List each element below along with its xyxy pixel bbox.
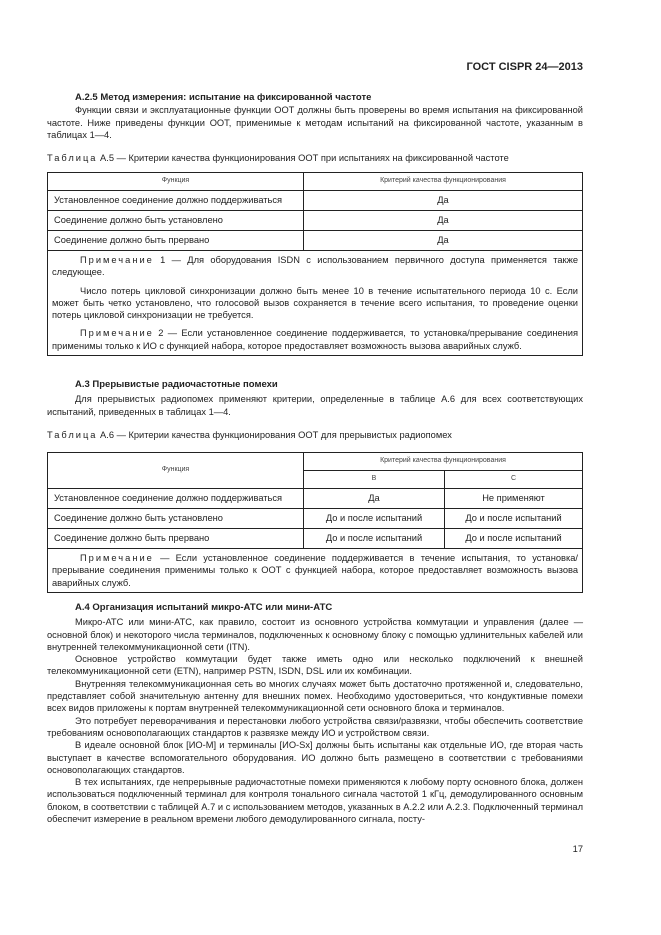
column-header: Критерий качества функционирования <box>304 173 583 191</box>
cell: Соединение должно быть установлено <box>48 211 304 231</box>
paragraph: Основное устройство коммутации будет также иметь одно или несколько подключений к внешней телекоммуникационной сети (ETN), например PSTN, ISDN, DSL или их комбинации. <box>47 654 583 677</box>
note <box>52 552 578 589</box>
table-a5-caption <box>47 152 583 164</box>
caption-prefix: Таблица <box>47 153 98 163</box>
cell: До и после испытаний <box>445 529 583 549</box>
table-row <box>48 529 583 549</box>
note-1 <box>52 254 578 279</box>
note-1-continuation: Число потерь цикловой синхронизации должно быть менее 10 в течение испытательного периода 10 с. Если может быть четко установлено, что голосовой вызов сохраняется в течение всего испытания, то проведение оценки потерь цикловой синхронизации не требуется. <box>52 285 578 321</box>
table-row <box>48 509 583 529</box>
section-a4 <box>47 602 583 825</box>
cell: Не применяют <box>445 489 583 509</box>
cell: Установленное соединение должно поддерживаться <box>48 489 304 509</box>
note-2 <box>52 327 578 352</box>
column-header-b: B <box>304 471 445 489</box>
paragraph: Внутренняя телекоммуникационная сеть во многих случаях может быть достаточно протяженной и, следовательно, представляет собой значительную антенну для внешних помех. Необходимо удостовериться, что кондуктивные помехи всех видов приложены к портам внутренней телекоммуникационной сети основного блока и терминалов. <box>47 678 583 714</box>
cell: Да <box>304 231 583 251</box>
cell: До и после испытаний <box>445 509 583 529</box>
cell: Да <box>304 211 583 231</box>
table-note-row <box>48 251 583 356</box>
note-label: Примечание <box>80 328 154 339</box>
table-row <box>48 191 583 211</box>
paragraph: В идеале основной блок [ИО-М] и терминалы [ИО-Sx] должны быть испытаны как отдельные ИО, где вторая часть выступает в качестве вспомогательного оборудования. ИО должно быть размещено в соответствии с требованиями основополагающих стандартов. <box>47 740 583 775</box>
caption-prefix: Таблица <box>47 430 98 440</box>
table-row <box>48 231 583 251</box>
section-a25 <box>47 92 583 141</box>
paragraph: Микро-АТС или мини-АТС, как правило, состоит из основного устройства коммутации и управления (далее — основной блок) и некоторого числа терминалов, подключенных к основному блоку с помощью удлинительных кабелей или внутренней телекоммуникационной сети (ITN). <box>47 617 583 652</box>
column-header: Критерий качества функционирования <box>304 453 583 471</box>
paragraph: В тех испытаниях, где непрерывные радиочастотные помехи применяются к любому порту основного блока, должен использоваться подключенный терминал для контроля тонального сигнала частотой 1 кГц, демодулированного основным блоком, в соответствии с таблицей А.7 и с использованием методов, указанных в А.2.2 или А.2.3. Подключенный терминал обеспечит измерение в реальном времени любого демодулированного сигнала, посту- <box>47 777 583 825</box>
page-number: 17 <box>572 844 583 854</box>
column-header-c: C <box>445 471 583 489</box>
column-header: Функция <box>48 173 304 191</box>
table-row <box>48 489 583 509</box>
table-note-row <box>48 549 583 593</box>
note-text: — Если установленное соединение поддерживается в течение испытания, то установка/прерывание соединения применимы только к ООТ с функцией набора, которое предоставляет возможность вызова аварийных служб. <box>52 553 578 588</box>
table-a6 <box>47 452 583 593</box>
cell: Да <box>304 489 445 509</box>
section-heading: А.2.5 Метод измерения: испытание на фиксированной частоте <box>75 92 372 103</box>
caption-text: А.5 — Критерии качества функционирования ООТ при испытаниях на фиксированной частоте <box>97 153 509 163</box>
cell: До и после испытаний <box>304 529 445 549</box>
table-header-row <box>48 173 583 191</box>
section-heading: А.3 Прерывистые радиочастотные помехи <box>75 379 278 390</box>
table-a5 <box>47 172 583 356</box>
note-label: Примечание <box>80 553 154 563</box>
section-a3 <box>47 379 583 418</box>
note-label: Примечание <box>80 255 154 265</box>
document-code: ГОСТ CISPR 24—2013 <box>466 61 583 73</box>
table-a6-caption <box>47 429 583 441</box>
paragraph: Это потребует переворачивания и перестановки любого устройства связи/развязки, чтобы обеспечить соответствие требованиям основополагающих стандартов к развязке между ИО и устройством связи. <box>47 715 583 738</box>
table-header-row <box>48 453 583 471</box>
cell: Установленное соединение должно поддерживаться <box>48 191 304 211</box>
cell: Соединение должно быть установлено <box>48 509 304 529</box>
section-heading: А.4 Организация испытаний микро-АТС или мини-АТС <box>75 602 333 613</box>
cell: Соединение должно быть прервано <box>48 231 304 251</box>
paragraph: Функции связи и эксплуатационные функции ООТ должны быть проверены во время испытания на фиксированной частоте. Ниже приведены функции ООТ, применимые к методам испытаний на фиксированной частоте, указанным в таблицах 1—4. <box>47 105 583 140</box>
note-text: 1 — Для оборудования ISDN с использованием первичного доступа применяется также следующее. <box>52 255 578 278</box>
table-row <box>48 211 583 231</box>
cell: Соединение должно быть прервано <box>48 529 304 549</box>
note-text: 2 — Если установленное соединение поддерживается, то установка/прерывание соединения применимы только к ИО с функцией набора, которое предоставляет возможность вызова аварийных служб. <box>52 328 578 351</box>
paragraph: Для прерывистых радиопомех применяют критерии, определенные в таблице А.6 для всех соответствующих испытаний, приведенных в таблицах 1—4. <box>47 394 583 417</box>
cell: До и после испытаний <box>304 509 445 529</box>
cell: Да <box>304 191 583 211</box>
column-header: Функция <box>48 453 304 489</box>
caption-text: А.6 — Критерии качества функционирования ООТ для прерывистых радиопомех <box>97 430 452 440</box>
